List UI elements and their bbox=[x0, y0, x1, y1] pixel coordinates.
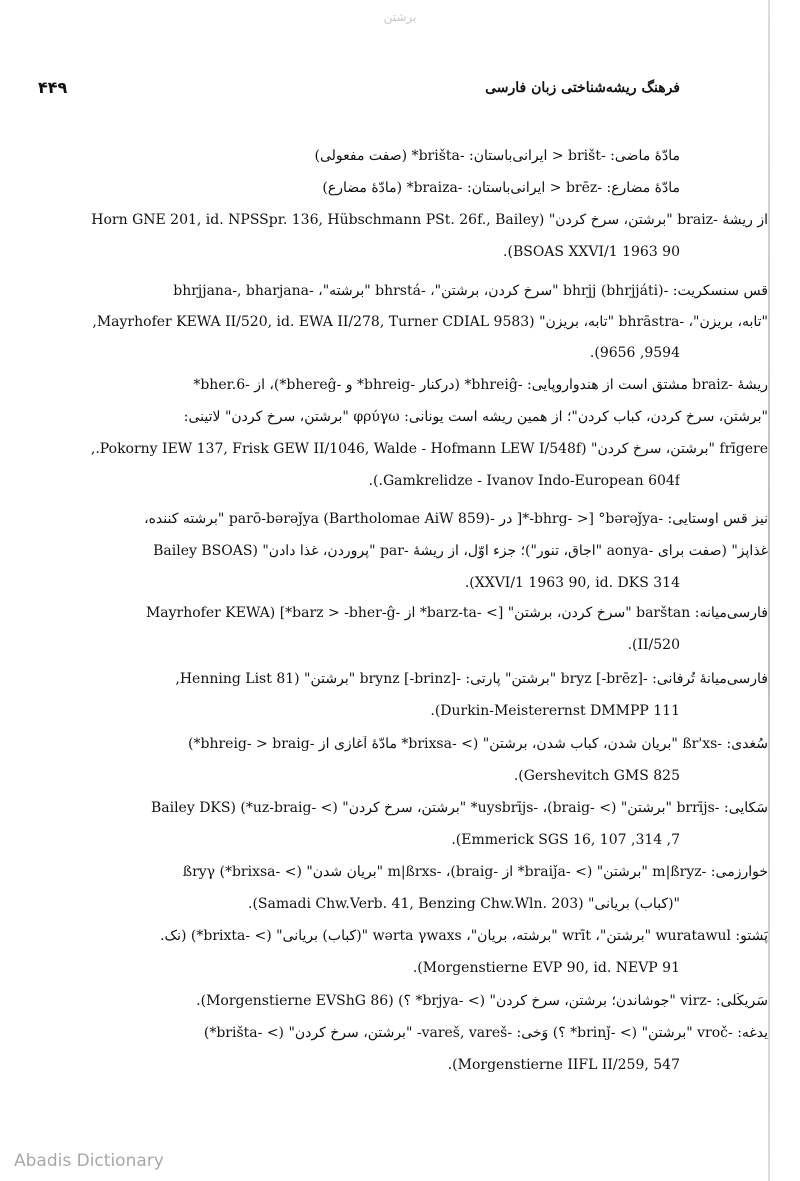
entry-line: فارسی‌میانهٔ تُرفانی: -bryz [-brēz] "برشتن" پارتی: -brynz [-brinz] "برشتن" (Henning List 81, bbox=[175, 671, 768, 687]
entry-line: XXVI/1 1963 90, id. DKS 314). bbox=[464, 575, 680, 591]
entry-line: نیز قس اوستایی: -bhrg- >] °bərəǰya-*[ در -parō-bərəǰya (Bartholomae AiW 859) "برشته کننده، bbox=[144, 511, 768, 527]
entry-line: مادّهٔ ماضی: -brišt < ایرانی‌باستان: -brišta* (صفت مفعولی) bbox=[314, 148, 680, 164]
entry-line: frīgere "برشتن، سرخ کردن" (Pokorny IEW 137, Frisk GEW II/1046, Walde - Hofmann LEW I/548f., bbox=[90, 441, 768, 457]
entry-line: Morgenstierne IIFL II/259, 547). bbox=[447, 1057, 680, 1073]
entry-line: Gershevitch GMS 825). bbox=[513, 768, 680, 784]
entry-line: سَکایی: -brrījs "برشتن" (> -braig)، -uysbrījs* "برشتن، سرخ کردن" (> -uz-braig*) (Bailey DKS bbox=[150, 800, 768, 816]
entry-line: از ریشهٔ -braiz "برشتن، سرخ کردن" (Horn GNE 201, id. NPSSpr. 136, Hübschmann PSt. 26f., Bailey bbox=[91, 212, 768, 228]
entry-line: یدغه: -vroč "برشتن" (> -brinǰ* ؟) وَخی: -vareš, vareš- "برشتن، سرخ کردن" (> -brišta*) bbox=[203, 1025, 768, 1041]
entry-line: Gamkrelidze - Ivanov Indo-European 604f.). bbox=[368, 473, 680, 489]
entry-line: فارسی‌میانه: barštan "سرخ کردن، برشتن" [> -barz-ta* از -barz > -bher-ĝ*] (Mayrhofer KEWA bbox=[145, 605, 768, 621]
page-number: ۴۴۹ bbox=[38, 78, 68, 97]
entry-line: 9594, 9656). bbox=[589, 345, 680, 361]
entry-line: خوارزمی: -m|ßryz "برشتن" (> -braiǰa* از -braig)، -m|ßrxs "بریان شدن" (> -brixsa*) ßryγ bbox=[182, 864, 768, 880]
entry-line: غذاپز" (صفت برای -aonya "اجاق، تنور")؛ جزء اوّل، از ریشهٔ -par "پروردن، غذا دادن" (Bailey BSOAS bbox=[153, 543, 768, 559]
entry-line: "برشتن، سرخ کردن، کباب کردن"؛ از همین ریشه است یونانی: φρύγω "برشتن، سرخ کردن" لاتینی: bbox=[183, 409, 768, 425]
entry-line: 7, 314, Emmerick SGS 16, 107). bbox=[451, 832, 680, 848]
watermark: Abadis Dictionary bbox=[14, 1151, 164, 1171]
entry-line: مادّهٔ مضارع: -brēz < ایرانی‌باستان: -braiza* (مادّهٔ مضارع) bbox=[322, 180, 680, 196]
entry-line: ریشهٔ -braiz مشتق است از هندواروپایی: -bhreiĝ* (درکنار -bhreig* و -bhereĝ*)، از -bher.6* bbox=[193, 377, 768, 393]
entry-line: "(کباب) بریانی" (Samadi Chw.Verb. 41, Benzing Chw.Wln. 203). bbox=[248, 896, 680, 912]
entry-line: سَریکُلی: -virz "جوشاندن؛ برشتن، سرخ کردن" (> -brjya* ؟) (Morgenstierne EVShG 86). bbox=[196, 993, 768, 1009]
running-head: فرهنگ ریشه‌شناختی زبان فارسی bbox=[485, 80, 680, 96]
entry-line: BSOAS XXVI/1 1963 90). bbox=[503, 244, 680, 260]
entry-line: قس سنسکریت: -bhrjj (bhrjjáti) "سرخ کردن، برشتن"، -bhrstá "برشته"، -bhrjjana-, bharjana bbox=[173, 283, 768, 299]
page-edge-shadow bbox=[768, 0, 770, 1181]
source-title: برشتن bbox=[383, 10, 417, 24]
entry-line: II/520). bbox=[627, 637, 680, 653]
entry-line: Durkin-Meisterernst DMMPP 111). bbox=[430, 703, 680, 719]
entry-line: Morgenstierne EVP 90, id. NEVP 91). bbox=[412, 960, 680, 976]
entry-line: سُغدی: -ßr'xs "بریان شدن، کباب شدن، برشتن" (> -brixsa* مادّهٔ آغازی از -bhreig- > braig*) bbox=[188, 736, 768, 752]
entry-line: "تابه، بریزن"، -bhrāstra "تابه، بریزن" (Mayrhofer KEWA II/520, id. EWA II/278, Turner CDIAL 9583, bbox=[92, 314, 768, 330]
entry-line: پَشتو: wuratawul "برشتن"، wrīt "برشته، بریان"، wərta γwaxs "(کباب) بریانی" (> -brixta*) (نک. bbox=[160, 928, 768, 944]
